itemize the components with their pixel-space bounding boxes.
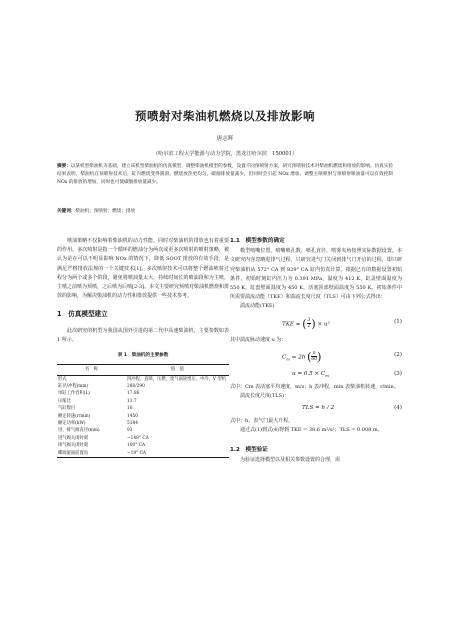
equation-1-where: 其中湍流脉动速度 u 为： xyxy=(230,336,287,343)
equation-3-number: (3) xyxy=(394,370,402,377)
keywords-label: 关键词： xyxy=(57,209,76,214)
equation-1-number: (1) xyxy=(394,318,402,325)
equation-2-sub: m xyxy=(286,356,290,362)
table-cell: 11.7 xyxy=(127,398,137,404)
table-cell: 单缸工作容积(L) xyxy=(58,391,90,397)
table-cell: −148° CA xyxy=(127,435,149,441)
table-header-name: 名 称 xyxy=(57,365,126,375)
fraction-denominator: 2 xyxy=(307,324,311,330)
table-header-row xyxy=(57,365,229,375)
table-cell: 进、排气阀直径(mm) xyxy=(58,428,100,434)
table-cell: 形式 xyxy=(58,376,67,382)
tls-label: 湍流长度尺度(TLS)： xyxy=(240,393,289,400)
fraction-numerator: 3 xyxy=(307,317,311,323)
intro-paragraph: 喷油策略不仅影响着柴油机的动力性能，同时对柴油机的排放也有着重要的作用。多次喷射是指一个循环的燃油分为两次或更多次喷射的喷射策略，被认为是在可以不明显影响 NOx 的情况下，降低 SOOT 排放的有效手段，是满足严格排放法规的一个关键技术[1]。多次喷射技术可以将整个燃油喷射过程分为两个或多个阶段，避免将喷油量太大、持续时间长的喷油段和为主喷，主喷之前喷为预喷，之后喷为后喷[2-3]。本文主要研究预喷对柴油机燃烧和排放的影响，为解决柴油机的动力性和排放提供一些技术参考。 xyxy=(57,238,229,300)
table-row xyxy=(57,435,229,442)
paper-title: 预喷射对柴油机燃烧以及排放影响 xyxy=(135,109,315,123)
equation-2-number: (2) xyxy=(394,351,402,358)
table-row xyxy=(57,405,229,412)
table-cell: 93 xyxy=(127,428,133,434)
equation-1-lhs: TKE xyxy=(282,321,294,328)
table-cell: 280/290 xyxy=(127,384,145,390)
equation-4-formula: TLS = h / 2 xyxy=(302,405,335,412)
equation-2-lhs: C xyxy=(282,354,287,361)
equation-1-formula: TKE = ( $\frac{3}{2}$ ) × u² xyxy=(282,317,330,331)
section12-heading: 1.2 模型验证 xyxy=(230,446,268,453)
equation-result: 通过式(1)到式(4)得到 TKE = 38.6 m²/s²；TLS = 0.008 m。 xyxy=(240,427,383,434)
table-row xyxy=(57,450,229,458)
abstract-text: 以某机型柴油机为基础，建立该机型柴油机的仿真模型，调整柴油机模型的参数，设置不同预喷射方案，研究预喷射技术对柴油机燃烧和排放的影响。仿真实验结果表明，柴油机在预喷射技术后，缸内燃烧变得圆滑，燃烧放热更均匀，碳烟排放量减少，但同时会引起 NOx 增加。调整主喷喷射与预喷射喷油量可以有效控制 NOx 的排放的增加，同时也可使碳烟排放量减少。 xyxy=(57,164,393,186)
table-row xyxy=(57,442,229,449)
table-row xyxy=(57,427,229,434)
section1-paragraph: 此次研究的机型为我国从国外引进的第二代中高速柴油机，主要参数如表 1 所示。 xyxy=(57,327,229,343)
table-cell: 压缩比 xyxy=(58,398,71,404)
table-cell: 蝶阀旋面前置角 xyxy=(57,450,126,458)
table-cell: 5184 xyxy=(127,421,138,427)
table-row xyxy=(57,413,229,420)
table-header-value: 值 值 xyxy=(126,365,229,375)
table-cell: 额定功率(kW) xyxy=(58,421,86,427)
equation-2 xyxy=(230,347,402,367)
equation-4-number: (4) xyxy=(394,405,402,412)
table-row xyxy=(57,383,229,390)
engine-spec-table xyxy=(57,364,229,458)
equation-4-where: 式中：h，表气门最大升程。 xyxy=(230,418,294,425)
equation-1-rest: × u² xyxy=(317,321,330,328)
abstract-label: 摘要： xyxy=(57,164,71,169)
section11-paragraph: 模型喷嘴位置，喷嘴喷孔数，喷孔直径，喷雾夹角按照实际数据设置。本文研究内容忽略进排气过程，只研究进气门关闭到排气门开启的过程，即只研究柴油机从 572° CA 到 829° CA 缸内仿真计算。根据已有的数据设置初始条件，初始时刻缸内压力为 0.391 MPa，温度为 412 K，缸盖壁面温度为 550 K，缸套壁面温度为 450 K，活塞顶部壁面温度为 550 K。初始条件中所需要湍流动能（TKE）和湍流长度尺度（TLS）可由下列公式得出： xyxy=(230,248,402,301)
equation-1 xyxy=(230,314,402,334)
tke-label: 湍流动能(TKE) xyxy=(240,303,275,310)
section12-paragraph: 为验证选择模型以及相关参数设置的合理，需 xyxy=(240,456,341,463)
table-cell: 额定转速(r/min) xyxy=(58,413,91,419)
table-cell: 17.86 xyxy=(127,391,140,397)
table-cell: 16 xyxy=(127,406,133,412)
table-cell: 进气阀关闭时刻 xyxy=(58,435,89,441)
keywords-text: 柴油机；预喷射；燃烧；排放 xyxy=(75,209,136,214)
equation-3-sub: m xyxy=(325,372,329,378)
equation-3-text: u = 0.5 × C xyxy=(292,370,326,377)
equation-2-mid: = 2h xyxy=(291,354,306,361)
fraction-numerator: n xyxy=(312,350,316,356)
table-cell: 1450 xyxy=(127,413,138,419)
abstract xyxy=(57,163,393,188)
table-cell: −19° CA xyxy=(126,450,229,458)
equation-3-where: 式中：Cm 表活塞平均速度，m/s；h 表冲程，min 表柴油机转速，r/min。 xyxy=(230,383,399,390)
table-cell: 缸径/冲程(mm) xyxy=(58,384,89,390)
table1-caption: 表 1 柴油机的主要参数 xyxy=(117,353,169,359)
left-column xyxy=(57,237,229,458)
table-cell: 四冲程，直喷，压燃，废气涡轮增压，中冷，V 型机 xyxy=(127,376,226,382)
section1-heading: 1 仿真模型建立 xyxy=(57,310,108,319)
table-row xyxy=(57,398,229,405)
keywords xyxy=(57,208,135,216)
paper-affiliation: （哈尔滨工程大学能源与动力学院，黑龙江哈尔滨 150001） xyxy=(152,151,298,157)
equation-4 xyxy=(230,403,402,415)
equation-3-formula xyxy=(292,370,329,380)
right-column xyxy=(230,237,402,465)
equation-3 xyxy=(230,369,402,381)
table-row xyxy=(57,375,229,383)
table-cell: 气缸数目 xyxy=(58,406,76,412)
table-row xyxy=(57,390,229,397)
fraction-denominator: 60 xyxy=(311,357,318,363)
section11-heading: 1.1 模型参数的确定 xyxy=(230,238,285,244)
paper-author: 唐志辉 xyxy=(216,136,234,142)
table-row xyxy=(57,420,229,427)
equation-2-formula: $C_m = 2h$ ( $\frac{n}{60}$ ) xyxy=(282,350,322,364)
table-cell: 100° CA xyxy=(127,443,146,449)
table-cell: 排气阀关闭时刻 xyxy=(58,443,89,449)
